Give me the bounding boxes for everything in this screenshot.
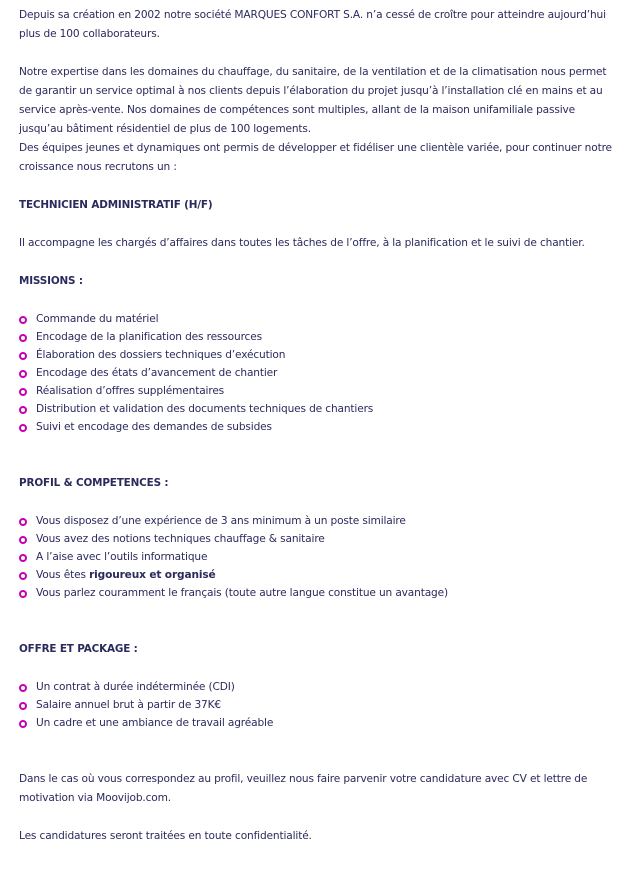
list-item-text: Vous disposez d’une expérience de 3 ans minimum à un poste similaire	[36, 515, 406, 527]
job-summary: Il accompagne les chargés d’affaires dans toutes les tâches de l’offre, à la planification et le suivi de chantier.	[19, 237, 585, 249]
list-item	[19, 530, 617, 548]
list-item	[19, 346, 617, 364]
job-title: TECHNICIEN ADMINISTRATIF (H/F)	[19, 199, 213, 211]
bullet-circle-icon	[19, 352, 27, 360]
bullet-circle-icon	[19, 316, 27, 324]
bullet-circle-icon	[19, 684, 27, 692]
bullet-circle-icon	[19, 424, 27, 432]
intro-paragraph-2: Notre expertise dans les domaines du chauffage, du sanitaire, de la ventilation et de la climatisation nous permet de garantir un service optimal à nos clients depuis l’élaboration du projet jusqu’à l’installation clé en mains et au service après-vente. Nos domaines de compétences sont multiples, allant de la maison unifamiliale passive jusqu’au bâtiment résidentiel de plus de 100 logements.	[19, 66, 607, 135]
missions-heading: MISSIONS :	[19, 275, 83, 287]
list-item	[19, 548, 617, 566]
bullet-circle-icon	[19, 388, 27, 396]
list-item-text: Vous parlez couramment le français (toute autre langue constitue un avantage)	[36, 587, 448, 599]
offer-heading: OFFRE ET PACKAGE :	[19, 643, 138, 655]
offer-list	[19, 678, 617, 732]
list-item-text: Salaire annuel brut à partir de 37K€	[36, 699, 222, 711]
job-posting	[19, 6, 617, 846]
bullet-circle-icon	[19, 518, 27, 526]
profile-list	[19, 512, 617, 602]
list-item	[19, 566, 617, 584]
bullet-circle-icon	[19, 370, 27, 378]
list-item-text: Encodage de la planification des ressources	[36, 331, 262, 343]
list-item	[19, 310, 617, 328]
list-item	[19, 678, 617, 696]
list-item	[19, 714, 617, 732]
list-item-text-prefix: Vous êtes	[36, 569, 90, 581]
list-item-text: Réalisation d’offres supplémentaires	[36, 385, 225, 397]
list-item	[19, 584, 617, 602]
list-item	[19, 364, 617, 382]
intro-paragraph-1: Depuis sa création en 2002 notre société MARQUES CONFORT S.A. n’a cessé de croître pour atteindre aujourd’hui plus de 100 collaborateurs.	[19, 9, 606, 40]
application-instructions: Dans le cas où vous correspondez au profil, veuillez nous faire parvenir votre candidature avec CV et lettre de motivation via Moovijob.com.	[19, 773, 588, 804]
list-item-text: Élaboration des dossiers techniques d’exécution	[36, 349, 286, 361]
list-item	[19, 400, 617, 418]
bullet-circle-icon	[19, 702, 27, 710]
list-item	[19, 696, 617, 714]
list-item-text: Vous avez des notions techniques chauffage & sanitaire	[36, 533, 325, 545]
profile-heading: PROFIL & COMPETENCES :	[19, 477, 169, 489]
intro-paragraph-3: Des équipes jeunes et dynamiques ont permis de développer et fidéliser une clientèle variée, pour continuer notre croissance nous recrutons un :	[19, 142, 612, 173]
list-item-text: Encodage des états d’avancement de chantier	[36, 367, 278, 379]
bullet-circle-icon	[19, 406, 27, 414]
list-item	[19, 512, 617, 530]
list-item	[19, 382, 617, 400]
bullet-circle-icon	[19, 554, 27, 562]
list-item-text: Un cadre et une ambiance de travail agréable	[36, 717, 274, 729]
bullet-circle-icon	[19, 334, 27, 342]
list-item	[19, 328, 617, 346]
bullet-circle-icon	[19, 536, 27, 544]
missions-list	[19, 310, 617, 436]
confidentiality-note: Les candidatures seront traitées en toute confidentialité.	[19, 830, 312, 842]
list-item-text: Distribution et validation des documents techniques de chantiers	[36, 403, 374, 415]
list-item-text: Commande du matériel	[36, 313, 159, 325]
bullet-circle-icon	[19, 572, 27, 580]
bullet-circle-icon	[19, 590, 27, 598]
list-item-text: Suivi et encodage des demandes de subsides	[36, 421, 272, 433]
list-item-text-bold: rigoureux et organisé	[89, 569, 216, 581]
list-item-text: A l’aise avec l’outils informatique	[36, 551, 208, 563]
list-item-text: Un contrat à durée indéterminée (CDI)	[36, 681, 235, 693]
list-item	[19, 418, 617, 436]
bullet-circle-icon	[19, 720, 27, 728]
